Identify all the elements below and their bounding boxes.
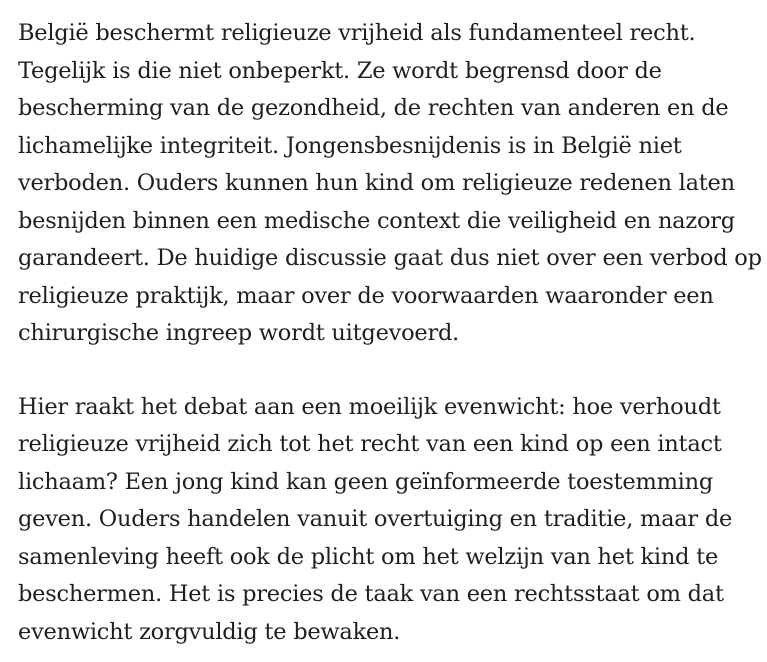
text-line: lichamelijke integriteit. Jongensbesnijdenis is in België niet: [18, 132, 682, 159]
text-line: evenwicht zorgvuldig te bewaken.: [18, 618, 401, 645]
article-body: [18, 15, 762, 651]
text-line: religieuze vrijheid zich tot het recht van een kind op een intact: [18, 431, 722, 457]
text-line: besnijden binnen een medische context die veiligheid en nazorg: [18, 207, 735, 234]
text-line: garandeert. De huidige discussie gaat dus niet over een verbod op: [18, 245, 762, 271]
text-line: chirurgische ingreep wordt uitgevoerd.: [18, 320, 460, 346]
text-line: geven. Ouders handelen vanuit overtuiging en traditie, maar de: [18, 506, 733, 532]
text-line: Tegelijk is die niet onbeperkt. Ze wordt begrensd door de: [18, 57, 662, 84]
text-line: samenleving heeft ook de plicht om het welzijn van het kind te: [18, 543, 719, 570]
paragraph-balance: [18, 389, 758, 652]
text-line: verboden. Ouders kunnen hun kind om religieuze redenen laten: [18, 170, 735, 196]
text-line: bescherming van de gezondheid, de rechten van anderen en de: [18, 95, 729, 121]
text-line: Hier raakt het debat aan een moeilijk evenwicht: hoe verhoudt: [18, 393, 721, 420]
text-line: België beschermt religieuze vrijheid als fundamenteel recht.: [18, 20, 696, 46]
text-line: religieuze praktijk, maar over de voorwaarden waaronder een: [18, 282, 714, 309]
paragraph-religious-freedom: [18, 15, 762, 353]
text-line: lichaam? Een jong kind kan geen geïnformeerde toestemming: [18, 468, 714, 495]
text-line: beschermen. Het is precies de taak van een rechtsstaat om dat: [18, 581, 724, 607]
